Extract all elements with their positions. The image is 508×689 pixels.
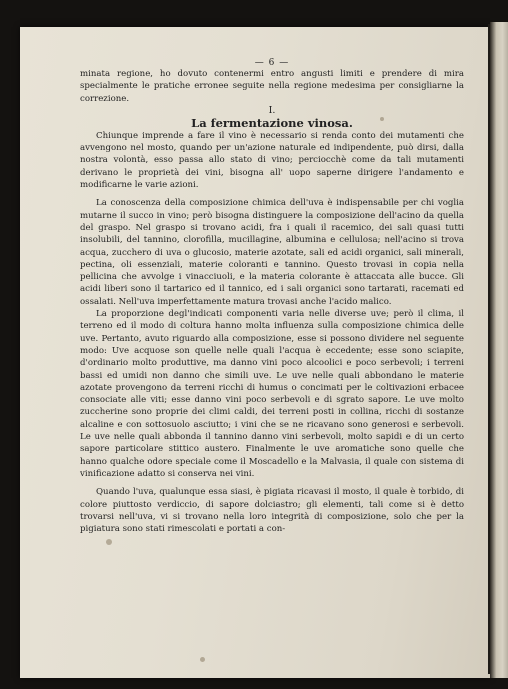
section-number: I. xyxy=(268,104,276,116)
foxing-spot xyxy=(106,539,112,545)
body-paragraph-3: La proporzione degl'indicati componenti varia nelle diverse uve; però il clima, il terreno ed il modo di coltura hanno molta influenza sulla composizione chimica delle uve. Pertanto, avuto riguardo alla composizione, esse si possono dividere nel seguente modo: Uve acquose son quelle nelle quali l'acqua è eccedente; esse sono sciapite, d'ordinario molto produttive, ma danno vini poco alcoolici e poco serbevoli; i terreni bassi ed umidi non danno che simili uve. Le uve nelle quali abbondano le materie azotate provengono da terreni ricchi di humus o concimati per le coltivazioni erbacee consociate alle viti; esse danno vini poco serbevoli e di sgrato sapore. Le uve molto zuccherine sono proprie dei climi caldi, dei terreni posti in collina, ricchi di sostanze alcaline e con sottosuolo asciutto; i vini che se ne ricavano sono generosi e serbevoli. Le uve nelle quali abbonda il tannino danno vini serbevoli, molto sapidi e di un certo sapore particolare stittico austero. Finalmente le uve aromatiche sono quelle che hanno qualche odore speciale come il Moscadello e la Malvasia, il quale con sistema di vinificazione adatto si conserva nei vini. xyxy=(80,309,464,479)
body-paragraph-4: Quando l'uva, qualunque essa siasi, è pigiata ricavasi il mosto, il quale è torbido, di colore piuttosto verdiccio, di sapore dolciastro; gli elementi, tali come si è detto trovarsi nell'uva, vi si trovano nella loro integrità di composizione, solo che per la pigiatura sono stati rimescolati e portati a con- xyxy=(80,487,464,535)
foxing-spot xyxy=(200,657,205,662)
body-paragraph-2: La conoscenza della composizione chimica dell'uva è indispensabile per chi voglia mutarne il succo in vino; però bisogna distinguere la composizione dell'acino da quella del graspo. Nel graspo si trovano acidi, fra i quali il racemico, dei sali quasi tutti insolubili, del tannino, clorofilla, mucillagine, albumina e cellulosa; nell'acino si trova acqua, zucchero di uva o glucosio, materie azotate, sali ed acidi organici, sali minerali, pectina, oli essenziali, materie coloranti e tannino. Questo trovasi in copia nella pellicina che avvolge i vinacciuoli, e la materia colorante è attaccata alle bucce. Gli acidi liberi sono il tartarico ed il tannico, ed i sali organici sono tartarati, racemati ed ossalati. Nell'uva imperfettamente matura trovasi anche l'acido malico. xyxy=(80,198,464,307)
section-title: La fermentazione vinosa. xyxy=(191,115,353,130)
intro-paragraph: minata regione, ho dovuto contenermi entro angusti limiti e prendere di mira specialmente le pratiche erronee seguite nella regione medesima per consigliarne la correzione. xyxy=(80,69,464,104)
page-text xyxy=(80,58,464,535)
page-number: — 6 — xyxy=(254,58,290,68)
next-page-edge xyxy=(490,22,508,678)
body-paragraph-1: Chiunque imprende a fare il vino è necessario si renda conto dei mutamenti che avvengono nel mosto, quando per un'azione naturale ed indipendente, può dirsi, dalla nostra volontà, esso passa allo stato di vino; perciocchè come da tali mutamenti derivano le proprietà dei vini, bisogna all' uopo saperne dirigere l'andamento e modificarne le varie azioni. xyxy=(80,130,464,191)
